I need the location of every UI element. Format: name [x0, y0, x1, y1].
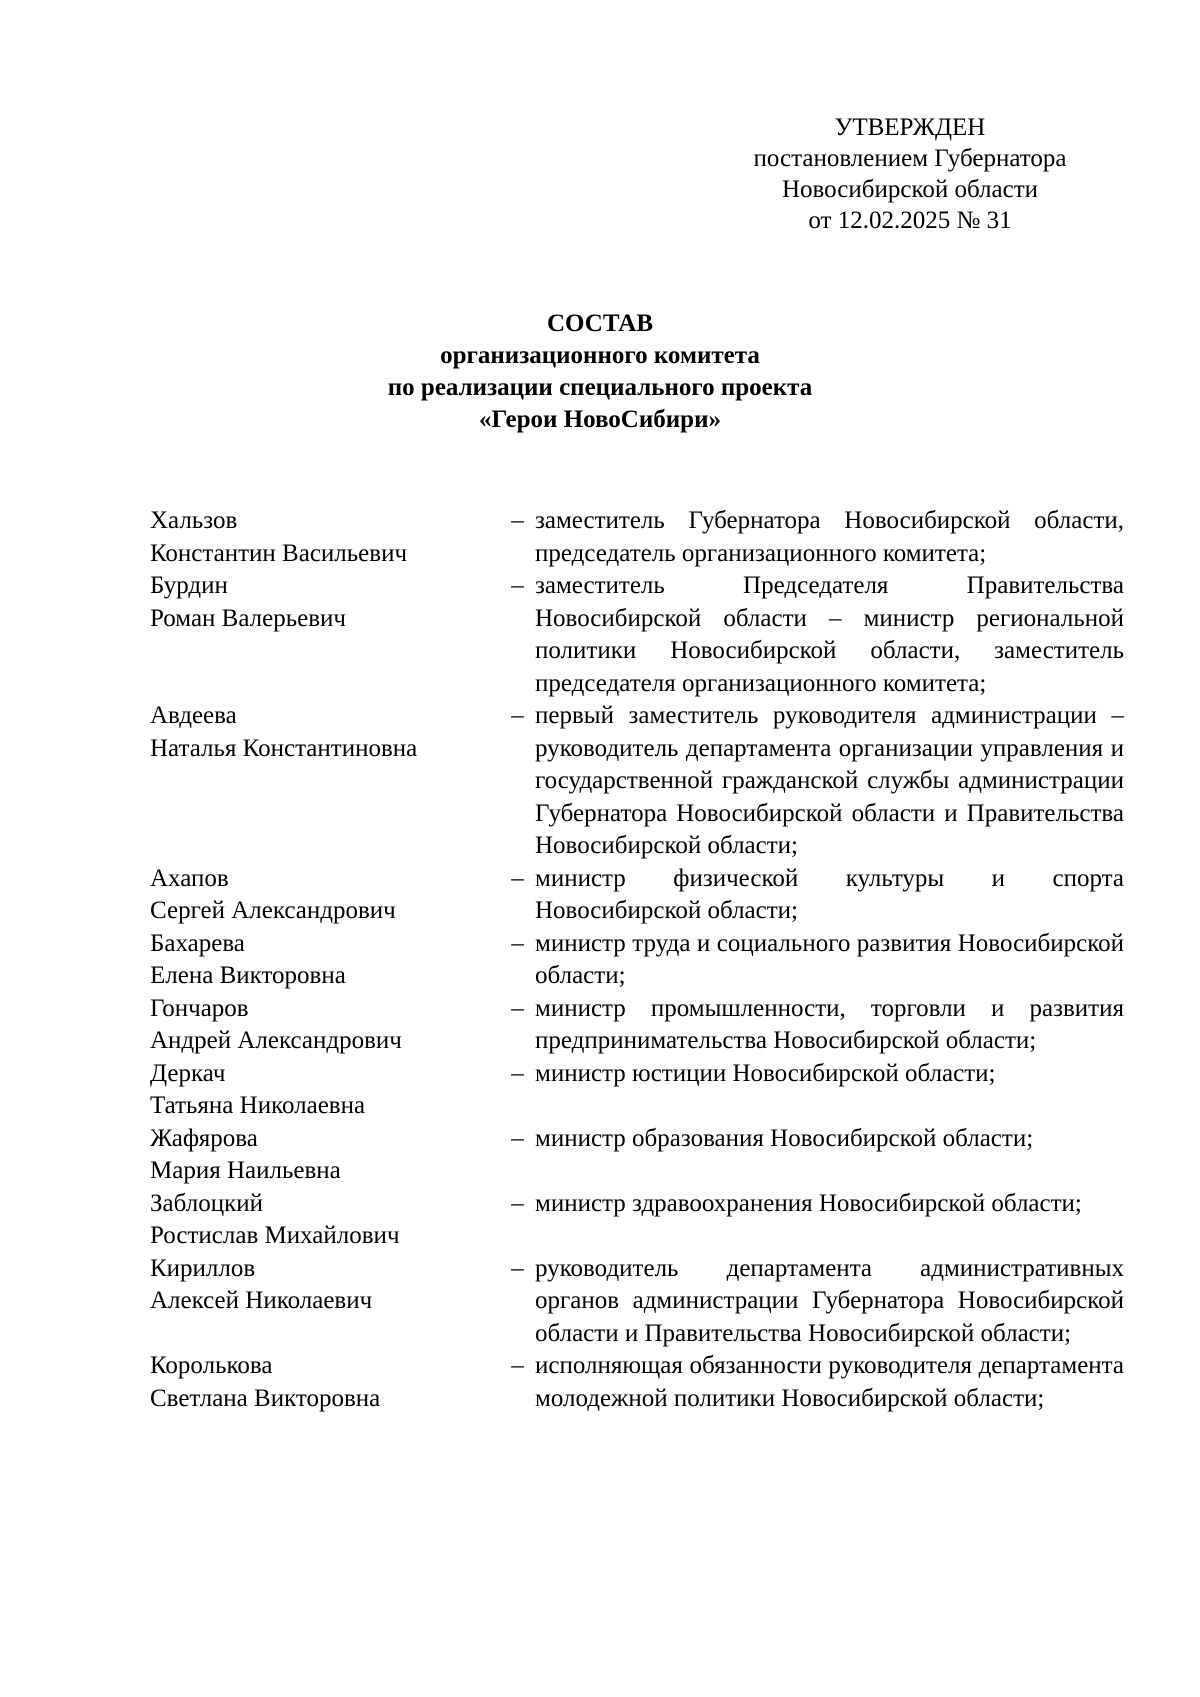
member-dash: – [511, 1189, 524, 1217]
member-role: министр промышленности, торговли и развития предпринимательства Новосибирской области; [535, 994, 1124, 1054]
title-project-name: «Герои НовоСибири» [479, 406, 721, 433]
member-row [150, 1123, 1124, 1188]
member-name [150, 993, 490, 1058]
member-dash: – [511, 572, 524, 599]
member-name [150, 1058, 490, 1123]
member-given-name: Константин Васильевич [150, 539, 408, 567]
title-purpose: по реализации специального проекта [387, 374, 813, 401]
member-surname: Заблоцкий [150, 1189, 263, 1217]
member-name [150, 1123, 490, 1188]
member-dash: – [511, 702, 524, 729]
member-given-name: Андрей Александрович [150, 1027, 402, 1054]
member-role: заместитель Председателя Правительства Новосибирской области – министр региональной политики Новосибирской области, заместитель председателя организационного комитета; [535, 572, 1124, 697]
title-committee: организационного комитета [440, 342, 760, 369]
member-dash: – [511, 1059, 524, 1087]
member-surname: Ахапов [150, 864, 229, 892]
member-role: министр труда и социального развития Новосибирской области; [535, 929, 1124, 989]
member-row [150, 1350, 1124, 1415]
member-surname: Жафярова [150, 1124, 258, 1152]
member-dash: – [511, 1124, 524, 1152]
member-role: первый заместитель руководителя администрации – руководитель департамента организации управления и государственной гражданской службы администрации Губернатора Новосибирской области и Правительства Новосибирской области; [535, 702, 1124, 859]
member-given-name: Мария Наильевна [150, 1157, 341, 1184]
member-dash: – [511, 994, 524, 1022]
member-given-name: Сергей Александрович [150, 897, 396, 924]
member-row [150, 1188, 1124, 1253]
member-name [150, 863, 490, 928]
approval-date-number: от 12.02.2025 № 31 [808, 207, 1012, 234]
member-row [150, 928, 1124, 993]
member-name [150, 570, 490, 700]
member-surname: Бурдин [150, 572, 228, 599]
member-row [150, 1058, 1124, 1123]
member-role: заместитель Губернатора Новосибирской области, председатель организационного комитета; [535, 507, 1124, 567]
approval-heading: УТВЕРЖДЕН [834, 114, 986, 141]
approval-decree: постановлением Губернатора [753, 145, 1067, 172]
member-surname: Королькова [150, 1352, 273, 1379]
members-list [150, 505, 1124, 1415]
member-given-name: Алексей Николаевич [150, 1287, 373, 1314]
member-role: министр здравоохранения Новосибирской области; [535, 1189, 1082, 1217]
member-role: министр физической культуры и спорта Новосибирской области; [535, 864, 1124, 924]
member-surname: Авдеева [150, 702, 237, 729]
member-given-name: Ростислав Михайлович [150, 1222, 400, 1249]
member-name [150, 505, 490, 570]
member-row [150, 1253, 1124, 1351]
member-given-name: Роман Валерьевич [150, 604, 346, 632]
member-name [150, 700, 490, 863]
member-surname: Гончаров [150, 994, 249, 1022]
member-row [150, 863, 1124, 928]
member-surname: Бахарева [150, 929, 245, 957]
member-name [150, 1350, 490, 1415]
member-row [150, 993, 1124, 1058]
member-surname: Деркач [150, 1059, 226, 1087]
member-role: министр юстиции Новосибирской области; [535, 1059, 996, 1087]
member-role: руководитель департамента административных органов администрации Губернатора Новосибирской области и Правительства Новосибирской области; [535, 1254, 1124, 1347]
member-name [150, 1188, 490, 1253]
member-given-name: Елена Викторовна [150, 962, 346, 989]
member-dash: – [511, 1254, 524, 1282]
member-surname: Хальзов [150, 507, 238, 534]
member-row [150, 700, 1124, 863]
member-role: министр образования Новосибирской области; [535, 1124, 1034, 1152]
document-title [0, 308, 1200, 436]
member-given-name: Наталья Константиновна [150, 734, 418, 762]
member-row [150, 505, 1124, 570]
member-name [150, 1253, 490, 1351]
member-surname: Кириллов [150, 1254, 256, 1282]
member-role: исполняющая обязанности руководителя департамента молодежной политики Новосибирской области; [535, 1352, 1124, 1412]
member-dash: – [511, 864, 524, 892]
member-given-name: Светлана Викторовна [150, 1384, 381, 1412]
approval-region: Новосибирской области [781, 176, 1039, 203]
member-dash: – [511, 507, 524, 534]
title-heading: СОСТАВ [546, 310, 654, 337]
approval-stamp [700, 112, 1120, 236]
member-row [150, 570, 1124, 700]
member-dash: – [511, 1352, 524, 1379]
member-given-name: Татьяна Николаевна [150, 1092, 366, 1119]
member-name [150, 928, 490, 993]
member-dash: – [511, 929, 524, 957]
